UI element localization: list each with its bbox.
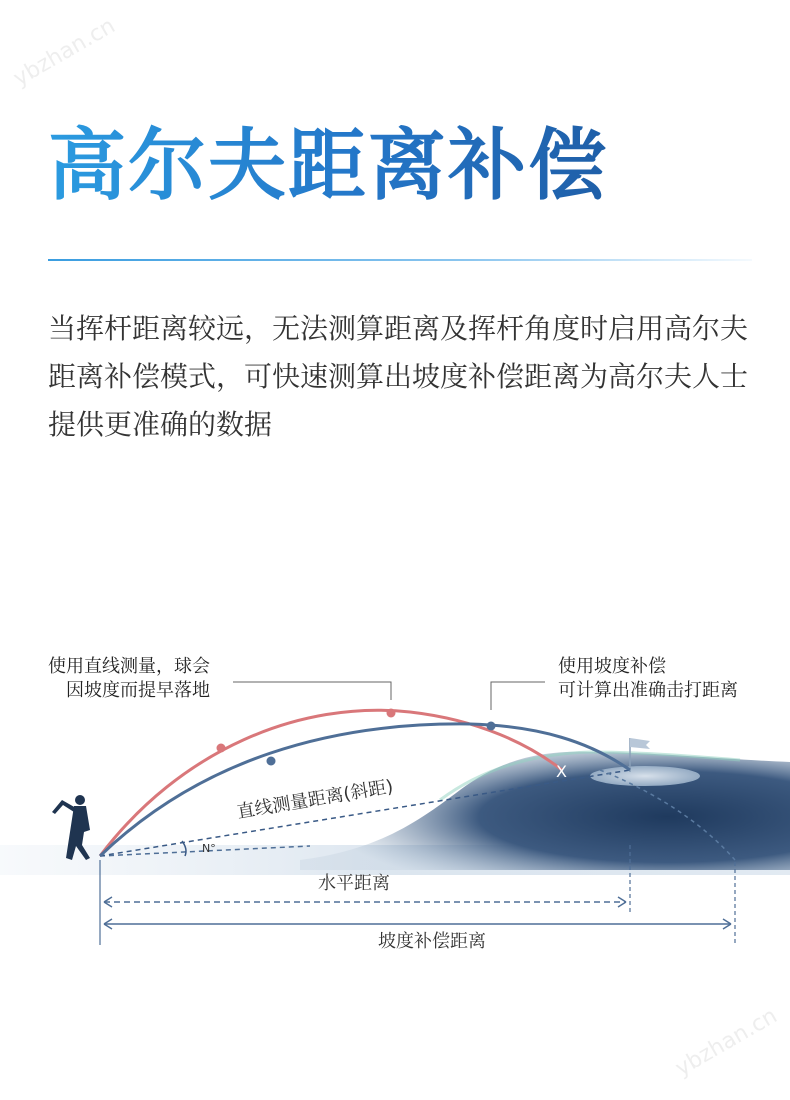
direct-annotation-line-1: 使用直线测量，球会	[48, 656, 210, 677]
hill	[300, 752, 790, 870]
direct-arc-point-1	[217, 744, 226, 753]
direct-measure-annotation	[48, 655, 210, 703]
description-text: 当挥杆距离较远，无法测算距离及挥杆角度时启用高尔夫距离补偿模式，可快速测算出坡度补偿距离为高尔夫人士提供更准确的数据	[48, 312, 749, 441]
compensated-arc-point-1	[267, 757, 276, 766]
slope-compensation-annotation	[558, 655, 738, 703]
angle-label: N°	[202, 842, 216, 855]
right-callout-leader	[491, 682, 545, 710]
slant-distance-label: 直线测量距离(斜距)	[235, 776, 395, 823]
slope-annotation-line-1: 使用坡度补偿	[558, 656, 666, 677]
compensated-arc-point-2	[487, 722, 496, 731]
landing-mark: X	[556, 762, 567, 781]
horizontal-distance-label: 水平距离	[318, 873, 390, 894]
direct-annotation-line-2: 因坡度而提早落地	[66, 680, 210, 701]
slope-annotation-line-2: 可计算出准确击打距离	[558, 680, 738, 701]
putting-green	[590, 766, 700, 786]
flag-icon	[630, 738, 650, 749]
left-callout-leader	[233, 682, 391, 700]
compensated-distance-label: 坡度补偿距离	[378, 931, 486, 952]
watermark-bottom: ybzhan.cn	[671, 1003, 782, 1082]
watermark-top: ybzhan.cn	[9, 13, 120, 92]
direct-arc-point-2	[387, 709, 396, 718]
title-divider	[48, 259, 752, 261]
page-title: 高尔夫距离补偿	[48, 120, 608, 214]
